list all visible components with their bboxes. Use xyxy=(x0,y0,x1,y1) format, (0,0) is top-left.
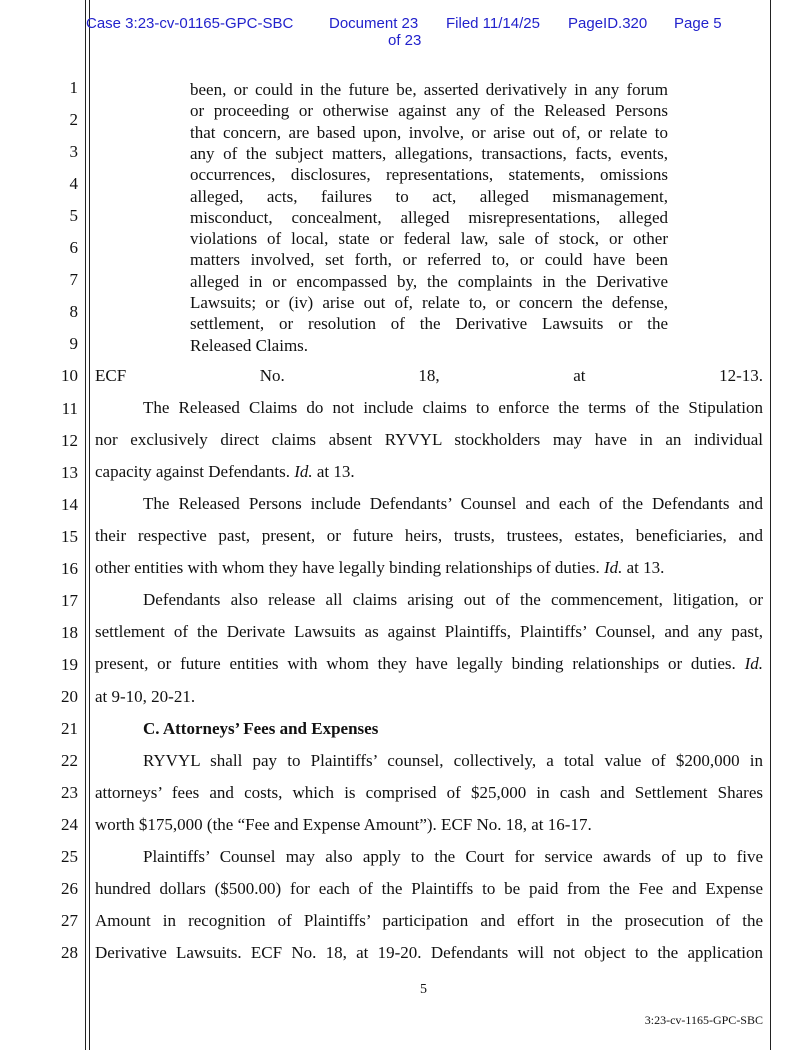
text-segment: at 13. xyxy=(312,462,355,482)
quote-line: been, or could in the future be, asserted derivatively in any forum xyxy=(190,80,668,99)
text-segment: Defendants also release all claims arising out of the commencement, litigation, or xyxy=(143,590,763,610)
header-of-pages: of 23 xyxy=(388,32,422,49)
text-segment: RYVYL shall pay to Plaintiffs’ counsel, collectively, a total value of $200,000 in xyxy=(143,750,763,770)
text-segment: Plaintiffs’ Counsel may also apply to the Court for service awards of up to five xyxy=(143,846,763,866)
line-number: 19 xyxy=(61,654,78,674)
body-line xyxy=(95,654,763,674)
quote-line: alleged in or encompassed by, the complaints in the Derivative xyxy=(190,271,668,291)
text-segment: their respective past, present, or future heirs, trusts, trustees, estates, beneficiaries, and xyxy=(95,526,763,546)
body-line xyxy=(95,847,763,867)
quote-line: occurrences, disclosures, representations, statements, omissions xyxy=(190,165,668,185)
quote-line: matters involved, set forth, or referred to, or could have been xyxy=(190,250,668,270)
header-pageid: PageID.320 xyxy=(568,15,648,32)
body-line xyxy=(95,526,763,546)
line-number: 1 xyxy=(69,78,78,97)
line-number: 25 xyxy=(61,847,78,867)
text-segment: present, or future entities with whom they have legally binding relationships or duties. xyxy=(95,654,745,674)
text-segment: at 13. xyxy=(622,558,665,578)
line-number: 18 xyxy=(61,622,78,642)
text-segment: nor exclusively direct claims absent RYVYL stockholders may have in an individual xyxy=(95,430,763,450)
header-document: Document 23 xyxy=(329,15,419,32)
line-number: 7 xyxy=(69,270,78,290)
line-number: 8 xyxy=(69,302,78,322)
text-segment: other entities with whom they have legally binding relationships of duties. xyxy=(95,558,604,578)
quote-line: Released Claims. xyxy=(190,335,309,355)
text-segment: worth $175,000 (the “Fee and Expense Amount”). ECF No. 18, at 16-17. xyxy=(95,814,592,834)
text-segment: attorneys’ fees and costs, which is comprised of $25,000 in cash and Settlement Shares xyxy=(95,782,763,802)
body-line xyxy=(95,911,763,931)
quote-line: Lawsuits; or (iv) arise out of, relate to, or concern the defense, xyxy=(190,293,668,312)
line-number: 10 xyxy=(61,366,78,386)
page-number: 5 xyxy=(420,982,427,997)
line-number: 15 xyxy=(61,526,78,546)
quote-line: settlement, or resolution of the Derivative Lawsuits or the xyxy=(190,314,668,334)
header-page: Page 5 xyxy=(674,15,722,32)
body-line xyxy=(95,879,763,899)
line-number: 26 xyxy=(61,879,78,899)
quote-line: misconduct, concealment, alleged misrepresentations, alleged xyxy=(190,207,668,227)
quote-line: violations of local, state or federal law, sale of stock, or other xyxy=(190,229,668,249)
body-line xyxy=(95,943,763,963)
line-number: 20 xyxy=(61,686,78,706)
citation-italic: Id. xyxy=(744,654,763,674)
body-line xyxy=(95,622,763,642)
text-segment: The Released Claims do not include claims to enforce the terms of the Stipulation xyxy=(143,398,763,418)
line-number: 11 xyxy=(61,398,78,418)
line-number: 17 xyxy=(61,590,78,610)
body-line xyxy=(95,462,763,482)
line-number: 22 xyxy=(61,751,78,771)
body-line xyxy=(95,687,763,707)
text-segment: ECF No. 18, at 12-13. xyxy=(95,366,763,385)
line-number: 3 xyxy=(69,142,78,162)
line-number: 9 xyxy=(69,334,78,354)
section-heading xyxy=(95,719,763,739)
text-segment: Amount in recognition of Plaintiffs’ participation and effort in the prosecution of the xyxy=(95,910,763,930)
text-segment: capacity against Defendants. xyxy=(95,462,295,482)
line-number: 27 xyxy=(61,911,78,931)
header-case: Case 3:23-cv-01165-GPC-SBC xyxy=(86,15,294,32)
footer-case-number: 3:23-cv-1165-GPC-SBC xyxy=(644,1013,763,1027)
text-segment: C. Attorneys’ Fees and Expenses xyxy=(143,718,379,738)
body-line xyxy=(95,590,763,610)
body-line xyxy=(95,783,763,803)
text-segment: settlement of the Derivate Lawsuits as against Plaintiffs, Plaintiffs’ Counsel, and any past, xyxy=(95,622,763,642)
line-number: 23 xyxy=(61,783,78,803)
body-line xyxy=(95,430,763,450)
body-line xyxy=(95,751,763,771)
line-number: 2 xyxy=(69,110,78,130)
line-number: 28 xyxy=(61,943,78,963)
line-number: 14 xyxy=(61,494,78,514)
line-number: 24 xyxy=(61,815,78,835)
citation-italic: Id. xyxy=(603,558,623,578)
line-number: 21 xyxy=(61,719,78,738)
quote-line: or proceeding or otherwise against any of the Released Persons xyxy=(190,101,668,121)
body-line xyxy=(95,494,763,514)
left-margin-rule-inner xyxy=(89,0,90,1050)
header-filed: Filed 11/14/25 xyxy=(446,15,540,32)
quote-line: alleged, acts, failures to act, alleged mismanagement, xyxy=(190,186,668,206)
body-line xyxy=(95,815,763,835)
text-segment: at 9-10, 20-21. xyxy=(95,686,196,706)
line-number: 4 xyxy=(69,174,78,194)
line-number: 13 xyxy=(61,462,78,482)
line-number: 12 xyxy=(61,430,78,450)
right-margin-rule xyxy=(770,0,771,1050)
line-number: 5 xyxy=(69,206,78,226)
body-line xyxy=(95,398,763,418)
left-margin-rule-outer xyxy=(85,0,86,1050)
text-segment: The Released Persons include Defendants’ Counsel and each of the Defendants and xyxy=(143,494,763,514)
line-number: 16 xyxy=(61,558,78,578)
quote-line: any of the subject matters, allegations, transactions, facts, events, xyxy=(190,143,668,163)
citation-italic: Id. xyxy=(294,462,313,482)
body-line xyxy=(95,366,763,386)
text-segment: Derivative Lawsuits. ECF No. 18, at 19-20. Defendants will not object to the application xyxy=(95,942,763,962)
body-line xyxy=(95,558,763,578)
line-number: 6 xyxy=(69,238,78,258)
quote-line: that concern, are based upon, involve, or arise out of, or relate to xyxy=(190,122,668,142)
text-segment: hundred dollars ($500.00) for each of the Plaintiffs to be paid from the Fee and Expense xyxy=(95,878,763,898)
